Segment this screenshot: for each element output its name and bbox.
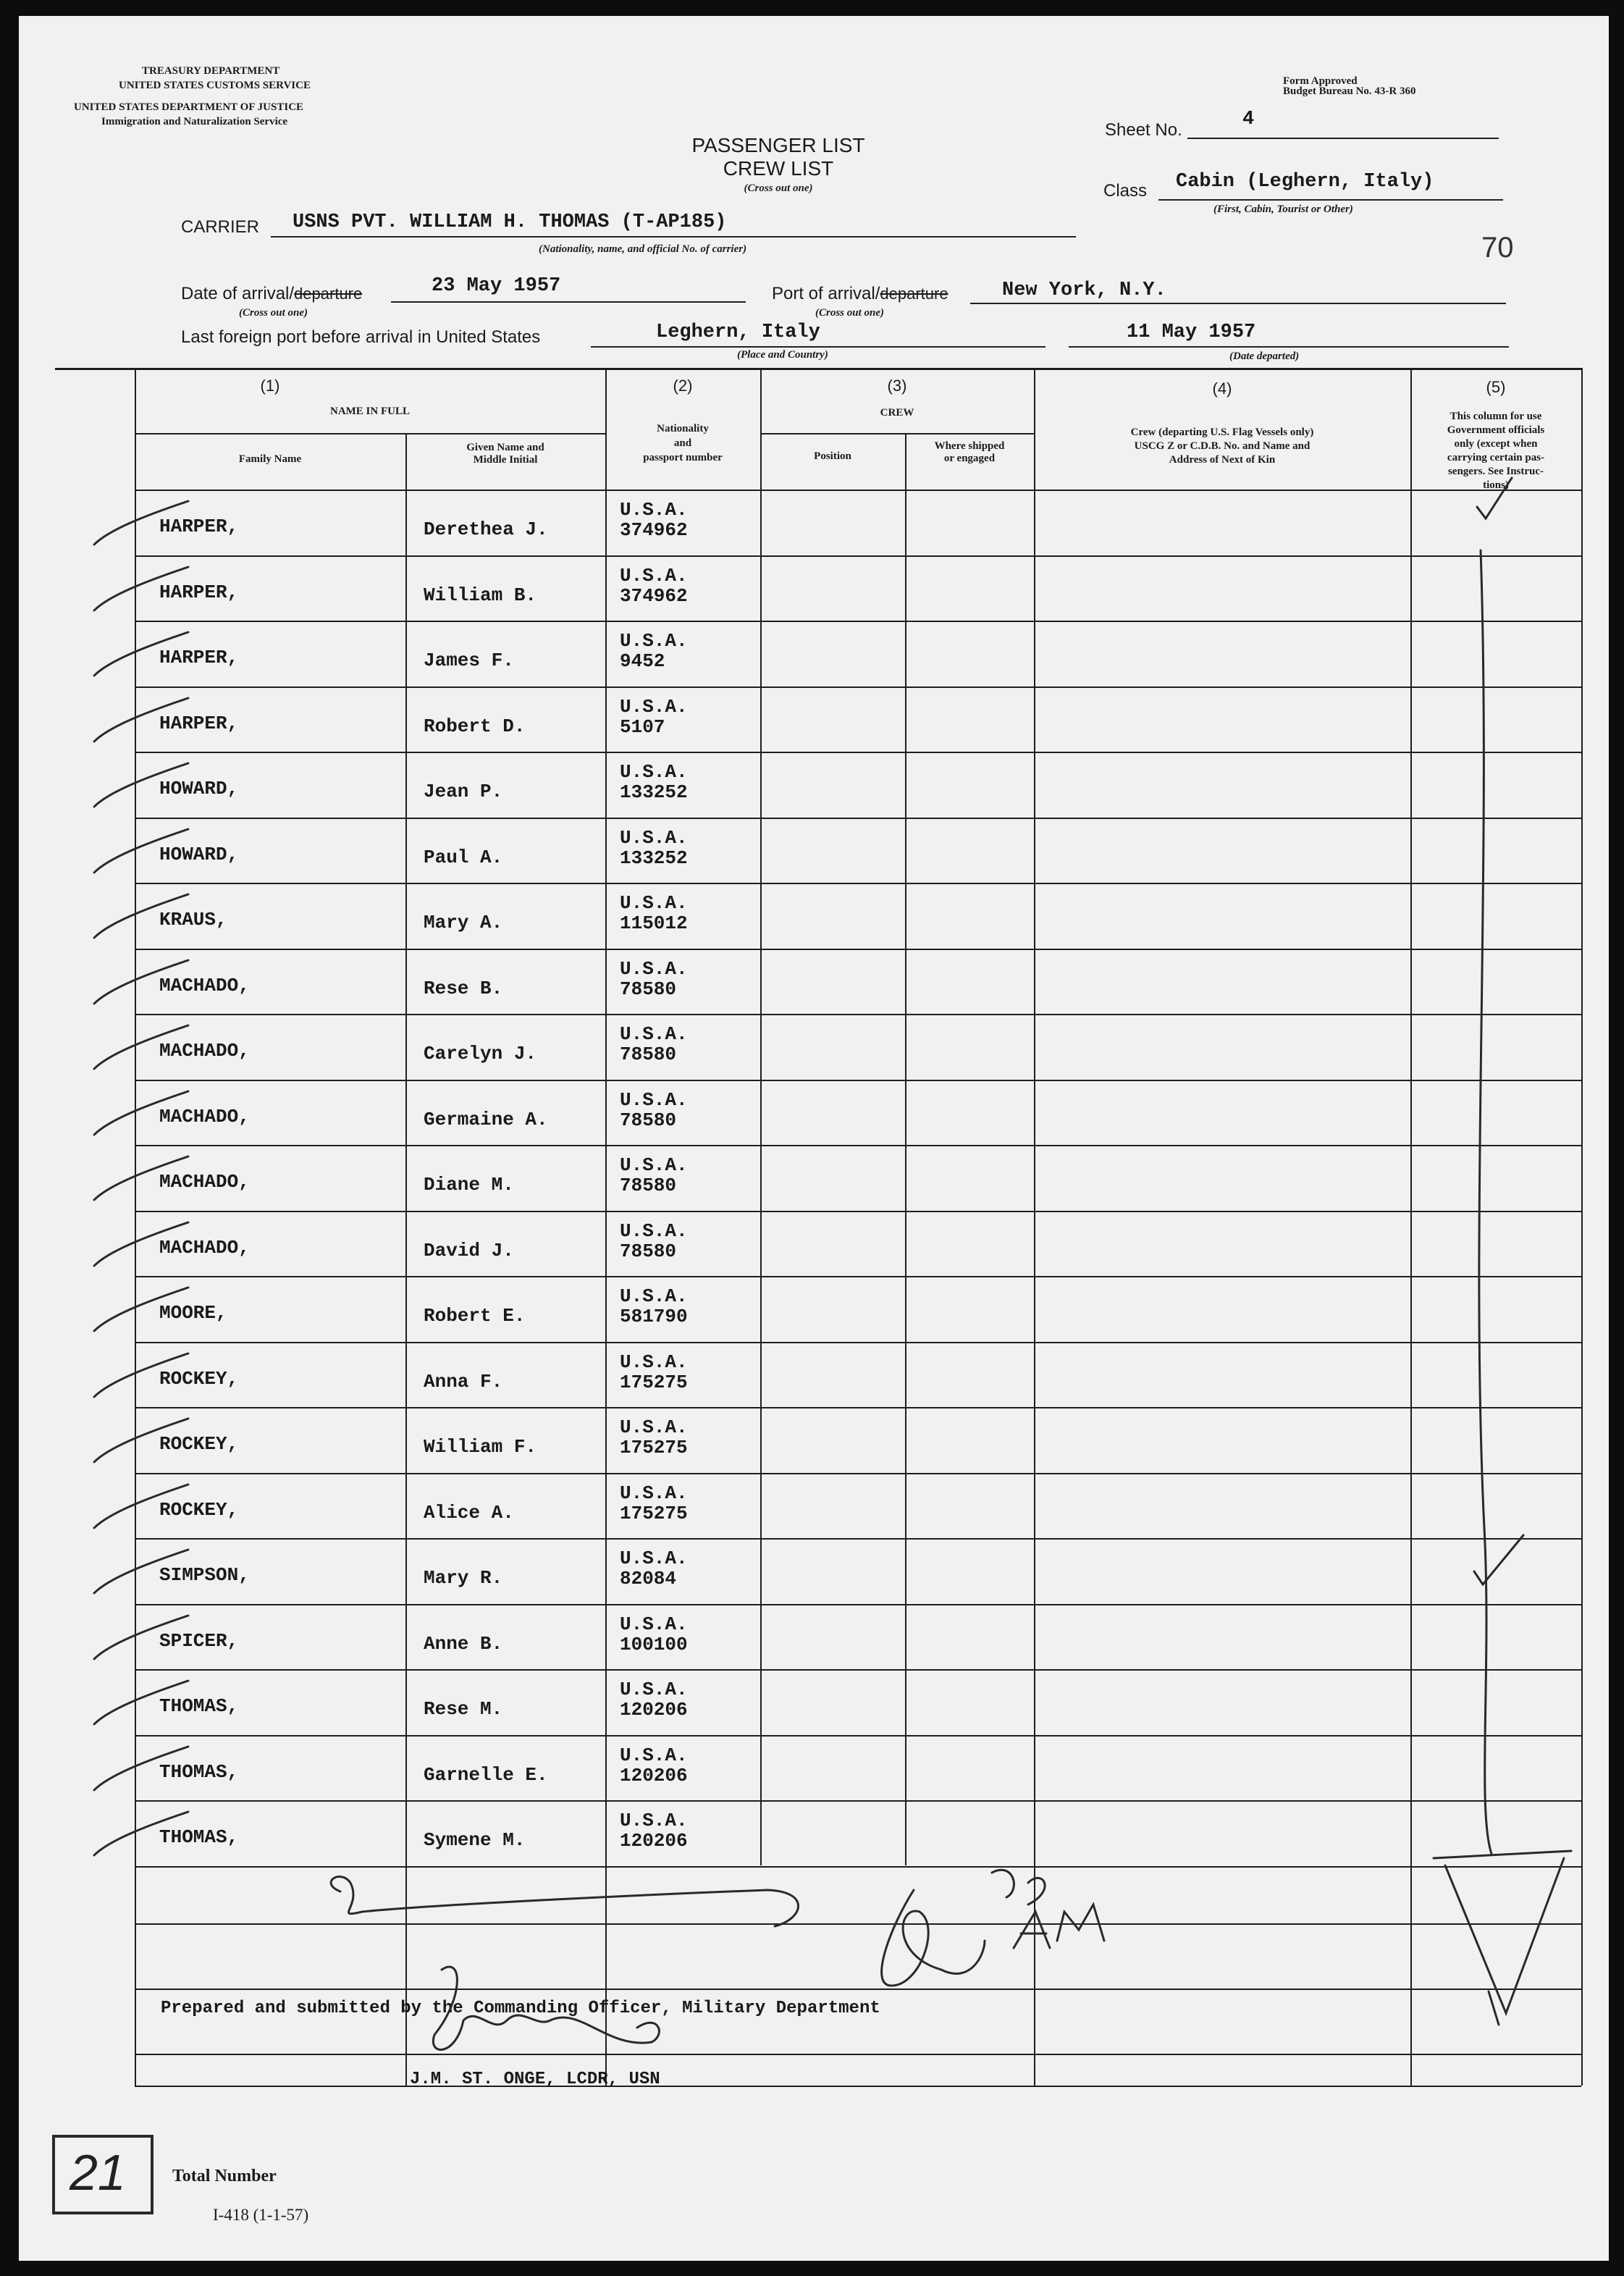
tally-mark: [94, 1747, 188, 1790]
sheet-value: 4: [1242, 109, 1255, 130]
arrival-note: (Cross out one): [239, 307, 308, 319]
nationality-passport: U.S.A. 5107: [620, 696, 688, 738]
prepared-statement: Prepared and submitted by the Commanding Officer, Military Department: [161, 1999, 880, 2018]
nationality-passport: U.S.A. 374962: [620, 499, 688, 541]
handwritten-total: 21: [70, 2144, 126, 2201]
family-name: HARPER,: [159, 581, 239, 603]
family-name: MACHADO,: [159, 1106, 250, 1127]
col2-title: Nationality and passport number: [643, 423, 723, 463]
col3-title: CREW: [880, 407, 914, 419]
given-name: Anna F.: [424, 1371, 503, 1393]
handwritten-page-number: 70: [1481, 232, 1514, 264]
col5-title: This column for use Government officials only (except when carrying certain pas- sengers. See Instruc- tions): [1447, 411, 1545, 491]
col2-number: (2): [673, 377, 693, 395]
given-name: Jean P.: [424, 781, 503, 802]
tally-mark: [94, 698, 188, 742]
check-column-line: [1479, 550, 1492, 1854]
form-number: I-418 (1-1-57): [213, 2206, 309, 2224]
given-name: Paul A.: [424, 847, 503, 868]
nationality-passport: U.S.A. 133252: [620, 761, 688, 803]
officer-name: J.M. ST. ONGE, LCDR, USN: [410, 2070, 660, 2089]
col1-number: (1): [260, 377, 280, 395]
arrival-label: Date of arrival/departure: [181, 284, 363, 303]
nationality-passport: U.S.A. 78580: [620, 1154, 688, 1196]
agency-treasury: TREASURY DEPARTMENT: [142, 65, 280, 77]
family-name: HOWARD,: [159, 778, 239, 799]
agency-ins: Immigration and Naturalization Service: [101, 116, 288, 127]
tally-mark: [94, 1091, 188, 1135]
nationality-passport: U.S.A. 581790: [620, 1285, 688, 1327]
family-name: KRAUS,: [159, 909, 227, 931]
given-name: Alice A.: [424, 1502, 514, 1524]
given-name: Derethea J.: [424, 518, 548, 540]
col3-number: (3): [887, 377, 907, 395]
tally-mark: [94, 763, 188, 807]
total-number-label: Total Number: [172, 2167, 277, 2185]
given-name: Diane M.: [424, 1174, 514, 1196]
nationality-passport: U.S.A. 82084: [620, 1548, 688, 1590]
given-name: David J.: [424, 1240, 514, 1261]
class-value: Cabin (Leghern, Italy): [1176, 171, 1434, 193]
family-name: MOORE,: [159, 1302, 227, 1324]
nationality-passport: U.S.A. 175275: [620, 1351, 688, 1393]
nationality-passport: U.S.A. 115012: [620, 892, 688, 934]
nationality-passport: U.S.A. 133252: [620, 827, 688, 869]
sheet-label: Sheet No.: [1105, 120, 1182, 140]
title-crew-list: CREW LIST: [723, 157, 834, 180]
nationality-passport: U.S.A. 120206: [620, 1679, 688, 1721]
given-name: Anne B.: [424, 1633, 503, 1655]
tally-mark: [94, 1681, 188, 1724]
title-cross-note: (Cross out one): [744, 182, 813, 194]
given-name: Robert D.: [424, 715, 526, 737]
given-name: Mary R.: [424, 1567, 503, 1589]
given-name: Rese M.: [424, 1698, 503, 1720]
handwritten-dash-stroke: [331, 1877, 798, 1926]
family-name: THOMAS,: [159, 1761, 239, 1783]
family-name: MACHADO,: [159, 1237, 250, 1259]
given-name: James F.: [424, 650, 514, 671]
given-name: Carelyn J.: [424, 1043, 537, 1064]
tally-mark: [94, 960, 188, 1004]
v-closing-mark: [1434, 1851, 1571, 2025]
nationality-passport: U.S.A. 374962: [620, 565, 688, 607]
last-port-label: Last foreign port before arrival in United States: [181, 327, 541, 347]
family-name: THOMAS,: [159, 1826, 239, 1848]
nationality-passport: U.S.A. 78580: [620, 1023, 688, 1065]
agency-customs: UNITED STATES CUSTOMS SERVICE: [119, 80, 311, 91]
family-name: HARPER,: [159, 647, 239, 668]
col-where-shipped: Where shipped or engaged: [934, 440, 1005, 464]
arrival-value: 23 May 1957: [432, 275, 561, 297]
tally-mark: [94, 1812, 188, 1855]
nationality-passport: U.S.A. 78580: [620, 1089, 688, 1131]
nationality-passport: U.S.A. 78580: [620, 958, 688, 1000]
nationality-passport: U.S.A. 175275: [620, 1416, 688, 1458]
tally-mark: [94, 1550, 188, 1593]
family-name: HARPER,: [159, 516, 239, 537]
given-name: Germaine A.: [424, 1109, 548, 1130]
family-name: ROCKEY,: [159, 1433, 239, 1455]
tally-mark: [94, 567, 188, 610]
title-passenger-list: PASSENGER LIST: [691, 134, 865, 156]
family-name: MACHADO,: [159, 1171, 250, 1193]
class-note: (First, Cabin, Tourist or Other): [1213, 203, 1353, 215]
carrier-value: USNS PVT. WILLIAM H. THOMAS (T-AP185): [293, 211, 727, 233]
port-value: New York, N.Y.: [1002, 280, 1166, 301]
col5-number: (5): [1486, 378, 1506, 396]
col4-title: Crew (departing U.S. Flag Vessels only) USCG Z or C.D.B. No. and Name and Address of Next of Kin: [1130, 427, 1314, 466]
family-name: ROCKEY,: [159, 1368, 239, 1390]
port-note: (Cross out one): [815, 307, 885, 319]
tally-mark: [94, 1353, 188, 1397]
family-name: HARPER,: [159, 713, 239, 734]
departed-note: (Date departed): [1229, 350, 1300, 362]
family-name: SPICER,: [159, 1630, 239, 1652]
last-port-note: (Place and Country): [737, 349, 828, 361]
family-name: THOMAS,: [159, 1695, 239, 1717]
tally-mark: [94, 1419, 188, 1462]
family-name: SIMPSON,: [159, 1564, 250, 1586]
family-name: MACHADO,: [159, 1040, 250, 1062]
tally-mark: [94, 501, 188, 545]
nationality-passport: U.S.A. 120206: [620, 1810, 688, 1852]
given-name: Robert E.: [424, 1305, 526, 1327]
class-label: Class: [1103, 181, 1148, 201]
handwritten-time-stroke: [882, 1890, 985, 1986]
tally-mark: [94, 632, 188, 676]
family-name: MACHADO,: [159, 975, 250, 996]
officer-signature: [433, 1967, 659, 2049]
tally-mark: [94, 829, 188, 873]
tally-mark: [94, 1485, 188, 1528]
nationality-passport: U.S.A. 78580: [620, 1220, 688, 1262]
agency-justice: UNITED STATES DEPARTMENT OF JUSTICE: [74, 101, 304, 113]
given-name: William F.: [424, 1436, 537, 1458]
budget-bureau: Budget Bureau No. 43-R 360: [1283, 85, 1416, 97]
form-approved: Form Approved: [1283, 75, 1358, 87]
given-name: William B.: [424, 584, 537, 606]
given-name: Garnelle E.: [424, 1764, 548, 1786]
nationality-passport: U.S.A. 175275: [620, 1482, 688, 1524]
nationality-passport: U.S.A. 100100: [620, 1613, 688, 1655]
departed-value: 11 May 1957: [1127, 322, 1256, 343]
mid-checkmark: [1474, 1535, 1523, 1584]
col-given-name: Given Name and Middle Initial: [466, 442, 544, 466]
top-checkmark: [1477, 478, 1512, 518]
carrier-label: CARRIER: [181, 217, 260, 237]
nationality-passport: U.S.A. 120206: [620, 1744, 688, 1786]
port-label: Port of arrival/departure: [772, 284, 948, 303]
col-family-name: Family Name: [238, 453, 302, 465]
family-name: ROCKEY,: [159, 1499, 239, 1521]
tally-mark: [94, 1288, 188, 1331]
col-position: Position: [814, 450, 851, 462]
tally-mark: [94, 1222, 188, 1266]
family-name: HOWARD,: [159, 844, 239, 865]
tally-mark: [94, 1616, 188, 1659]
col1-title: NAME IN FULL: [329, 406, 410, 417]
nationality-passport: U.S.A. 9452: [620, 630, 688, 672]
tally-mark: [94, 1156, 188, 1200]
given-name: Rese B.: [424, 978, 503, 999]
col4-number: (4): [1212, 379, 1232, 398]
carrier-note: (Nationality, name, and official No. of carrier): [539, 243, 747, 255]
tally-mark: [94, 894, 188, 938]
given-name: Symene M.: [424, 1829, 526, 1851]
given-name: Mary A.: [424, 912, 503, 933]
last-port-value: Leghern, Italy: [656, 322, 820, 343]
tally-mark: [94, 1025, 188, 1069]
